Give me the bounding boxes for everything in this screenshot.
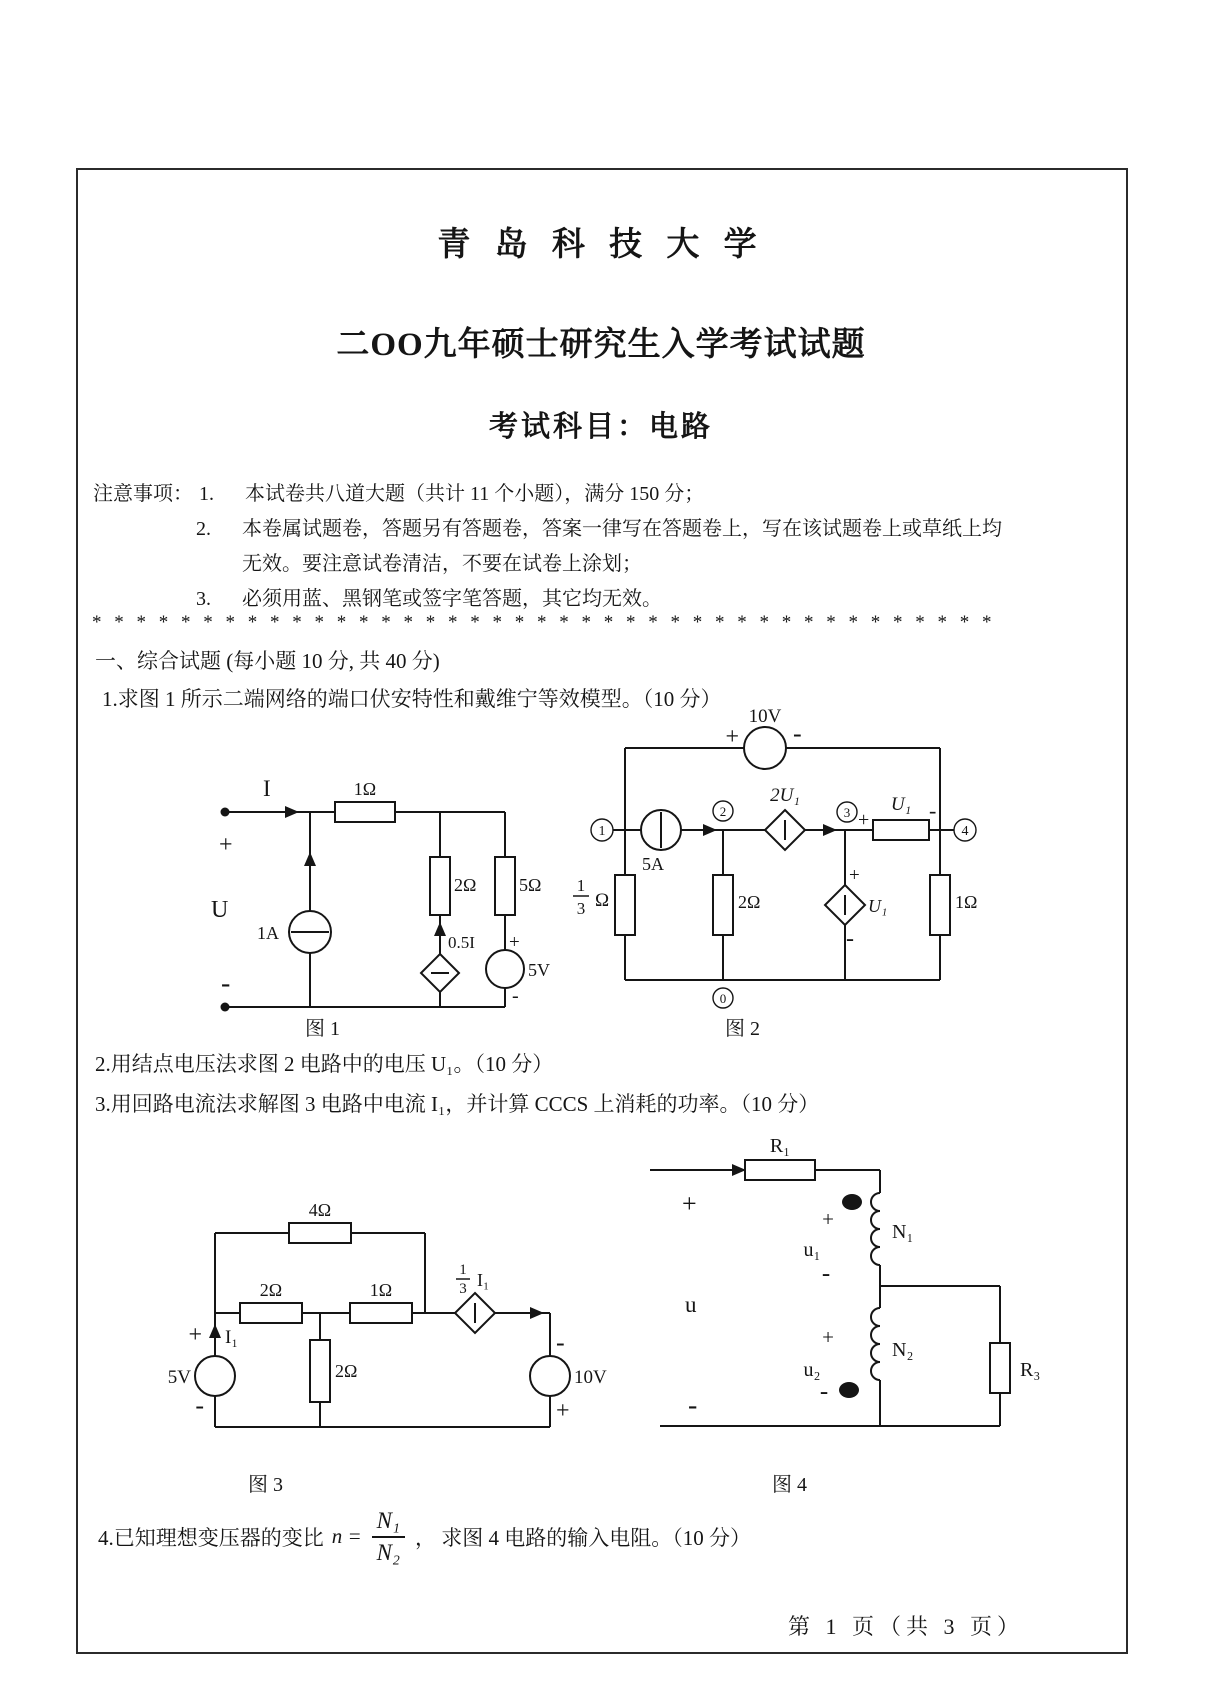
- fig4-u2-minus: -: [819, 1378, 829, 1405]
- fig2-current-source-5a: [641, 810, 681, 850]
- fig2-source-10v-label: 10V: [748, 706, 782, 727]
- fig3-right-plus: +: [556, 1398, 570, 1424]
- question-4-suffix: ， 求图 4 电路的输入电阻。（10 分）: [415, 1525, 752, 1550]
- fig1-source-5v-plus: +: [509, 932, 520, 953]
- fig2-resistor-1ohm-label: 1Ω: [955, 892, 978, 912]
- fig4-polarity-dot-n2: [839, 1382, 859, 1398]
- fig3-source-5v-label: 5V: [167, 1367, 191, 1388]
- fig3-i1-arrow: [209, 1324, 221, 1338]
- fig2-resistor-2ohm: [713, 875, 733, 935]
- fig2-svg: [545, 700, 1105, 1015]
- fig3-voltage-source-10v: [530, 1356, 570, 1396]
- question-2: 2.用结点电压法求图 2 电路中的电压 U₁。（10 分）: [95, 1052, 554, 1076]
- fig1-svg: [195, 762, 595, 1024]
- fig1-wires: [225, 812, 505, 1007]
- notice-item2-text-cont: 无效。要注意试卷清洁，不要在试卷上涂划；: [242, 553, 642, 575]
- fig3-cccs-arrow: [530, 1307, 544, 1319]
- fig1-port-u: U: [211, 897, 229, 923]
- section1-heading: 一、综合试题 (每小题 10 分, 共 40 分): [95, 649, 440, 673]
- fig3-left-minus: -: [195, 1391, 204, 1420]
- notice-item2-number: 2.: [196, 518, 211, 540]
- fig3-source-10v-label: 10V: [574, 1367, 607, 1388]
- notice-row-3: [196, 582, 662, 611]
- question-4: [98, 1506, 751, 1568]
- fig1-port-plus: +: [219, 832, 233, 858]
- fig3-cccs-gain-fraction: [456, 1262, 489, 1297]
- fig4-u2-plus: +: [822, 1325, 834, 1349]
- notice-item3-text: 必须用蓝、黑钢笔或签字笔答题，其它均无效。: [242, 588, 662, 610]
- fig3-wires: [215, 1233, 550, 1427]
- university-title: 青 岛 科 技 大 学: [437, 227, 765, 263]
- notice-item2-text: 本卷属试题卷，答题另有答题卷，答案一律写在答题卷上，写在该试题卷上或草纸上均: [242, 518, 1002, 540]
- notice-item1-number: 1.: [199, 483, 214, 505]
- fig1-port-minus: -: [221, 968, 231, 999]
- fig1-cccs-arrow: [434, 922, 446, 936]
- fig3-resistor-1ohm: [350, 1303, 412, 1323]
- fig3-cccs-diamond: [455, 1293, 495, 1333]
- fig1-port-current-arrow: [285, 806, 299, 818]
- fig3-svg: [120, 1190, 610, 1440]
- fig4-resistor-r3-label: R₃: [1020, 1359, 1041, 1381]
- fig2-one-third-num: 1: [576, 876, 586, 895]
- fig4-u2-label: u₂: [803, 1359, 821, 1381]
- fig3-resistor-4ohm-label: 4Ω: [308, 1200, 332, 1220]
- notice-row-2b: [242, 547, 642, 576]
- fig2-source-5a-label: 5A: [642, 854, 664, 874]
- fig3-resistor-2ohm-top-label: 2Ω: [259, 1280, 283, 1300]
- fig1-resistor-1ohm-label: 1Ω: [353, 779, 377, 799]
- fig1-caption: 图 1: [305, 1018, 340, 1040]
- fig4-u1-minus: -: [821, 1260, 831, 1287]
- fig2-voltage-source-10v: [744, 727, 786, 769]
- subject-line: 考试科目：电路: [488, 411, 713, 443]
- fig2-resistor-u1: [873, 820, 929, 840]
- notice-item1-text: 本试卷共八道大题（共计 11 个小题），满分 150 分；: [245, 483, 705, 505]
- fig4-coil-n2: [871, 1308, 880, 1380]
- fig3-left-plus: +: [188, 1322, 202, 1348]
- fig2-cs-2u1-diamond: [765, 810, 805, 850]
- fig4-u1-label: u₁: [803, 1239, 821, 1261]
- fig3-cccs-current-label: I₁: [477, 1270, 490, 1290]
- fig4-input-arrow: [732, 1164, 746, 1176]
- fig2-arrow-to-node2: [703, 824, 717, 836]
- turns-ratio-denominator: N₂: [376, 1539, 401, 1565]
- fig1-source-1a-label: 1A: [257, 923, 279, 943]
- fig2-one-third-fraction: [573, 876, 609, 918]
- fig1-source-5v-minus: -: [512, 985, 519, 1007]
- fig2-vcvs-u1-diamond: [825, 885, 865, 925]
- fig4-port-u: u: [685, 1292, 697, 1317]
- page-number-footer: 第 1 页（共 3 页）: [788, 1614, 1025, 1639]
- fig2-node0-label: 0: [719, 991, 727, 1006]
- fig3-voltage-source-5v: [195, 1356, 235, 1396]
- fig2-node1-label: 1: [598, 824, 606, 839]
- fig1-resistor-2ohm-label: 2Ω: [454, 875, 477, 895]
- fig2-rtop-u1-label: U₁: [890, 794, 912, 815]
- fig4-polarity-dot-n1: [842, 1194, 862, 1210]
- fig3-i1-label: I₁: [225, 1327, 238, 1348]
- fig1-resistor-5ohm: [495, 857, 515, 915]
- fig2-rtop-plus: +: [858, 809, 870, 831]
- fig2-caption: 图 2: [725, 1018, 760, 1040]
- fig4-n2-label: N₂: [892, 1339, 914, 1361]
- fig3-resistor-2ohm-top: [240, 1303, 302, 1323]
- fig2-resistor-2ohm-label: 2Ω: [738, 892, 761, 912]
- fig2-one-third-unit: Ω: [595, 890, 610, 911]
- fig2-cs-2u1-label: 2U₁: [770, 785, 800, 806]
- fig1-resistor-2ohm: [430, 857, 450, 915]
- fig2-wires: [613, 748, 954, 980]
- fig3-right-minus: -: [556, 1328, 565, 1357]
- exam-title: 二OO九年硕士研究生入学考试试题: [336, 327, 866, 363]
- fig2-one-third-den: 3: [576, 899, 586, 918]
- fig3-caption: 图 3: [248, 1474, 283, 1496]
- fig4-port-plus: +: [682, 1189, 697, 1218]
- fig2-resistor-1ohm: [930, 875, 950, 935]
- fig2-vcvs-minus: -: [846, 926, 854, 952]
- fig4-resistor-r1: [745, 1160, 815, 1180]
- fig2-node4-label: 4: [961, 824, 969, 839]
- fig3-resistor-2ohm-mid: [310, 1340, 330, 1402]
- fig1-cccs-label: 0.5I: [448, 933, 475, 952]
- turns-ratio-numerator: N₁: [372, 1506, 405, 1538]
- fig3-resistor-2ohm-mid-label: 2Ω: [335, 1361, 358, 1381]
- fig2-source-10v-plus: +: [725, 724, 739, 750]
- notice-row-2: [196, 512, 1002, 541]
- notice-label: 注意事项：: [93, 483, 193, 505]
- fig4-coil-n1: [871, 1193, 880, 1265]
- fig2-vcvs-u1-label: U₁: [868, 896, 888, 916]
- fig1-resistor-5ohm-label: 5Ω: [519, 875, 542, 895]
- question-1: 1.求图 1 所示二端网络的端口伏安特性和戴维宁等效模型。（10 分）: [102, 687, 722, 711]
- fig4-resistor-r1-label: R₁: [769, 1135, 791, 1157]
- fig2-source-10v-minus: -: [793, 719, 802, 748]
- fig2-vcvs-plus: +: [849, 865, 860, 886]
- fig1-cccs-diamond: [421, 954, 459, 992]
- turns-ratio-fraction: [372, 1506, 405, 1568]
- question-3: 3.用回路电流法求解图 3 电路中电流 I₁，并计算 CCCS 上消耗的功率。（10 分）: [95, 1092, 820, 1116]
- notice-item3-number: 3.: [196, 588, 211, 610]
- notice-row-1: [93, 477, 704, 506]
- fig3-resistor-4ohm: [289, 1223, 351, 1243]
- fig2-resistor-one-third-ohm: [615, 875, 635, 935]
- fig2-rtop-minus: -: [929, 798, 937, 823]
- fig2-node2-label: 2: [719, 804, 727, 819]
- fig4-n1-label: N₁: [892, 1221, 914, 1243]
- fig3-cccs-frac-den: 3: [459, 1281, 467, 1297]
- fig4-resistor-r3: [990, 1343, 1010, 1393]
- fig2-arrow-to-node3: [823, 824, 837, 836]
- question-4-prefix: 4.已知理想变压器的变比: [98, 1525, 324, 1550]
- asterisk-separator: * * * * * * * * * * * * * * * * * * * * * * * * * * * * * * * * * * * * * * * * *: [92, 612, 996, 633]
- fig4-svg: [630, 1128, 1050, 1443]
- fig3-cccs-frac-num: 1: [459, 1262, 467, 1278]
- question-4-n-equals: n =: [331, 1524, 362, 1549]
- fig3-resistor-1ohm-label: 1Ω: [369, 1280, 393, 1300]
- fig4-u1-plus: +: [822, 1207, 834, 1231]
- fig4-port-minus: -: [688, 1390, 698, 1421]
- fig4-caption: 图 4: [772, 1474, 807, 1496]
- fig1-source-5v-label: 5V: [528, 960, 550, 980]
- fig1-resistor-1ohm: [335, 802, 395, 822]
- fig1-current-label: I: [263, 776, 271, 801]
- fig2-node3-label: 3: [843, 805, 851, 820]
- fig1-voltage-source-5v: [486, 950, 524, 988]
